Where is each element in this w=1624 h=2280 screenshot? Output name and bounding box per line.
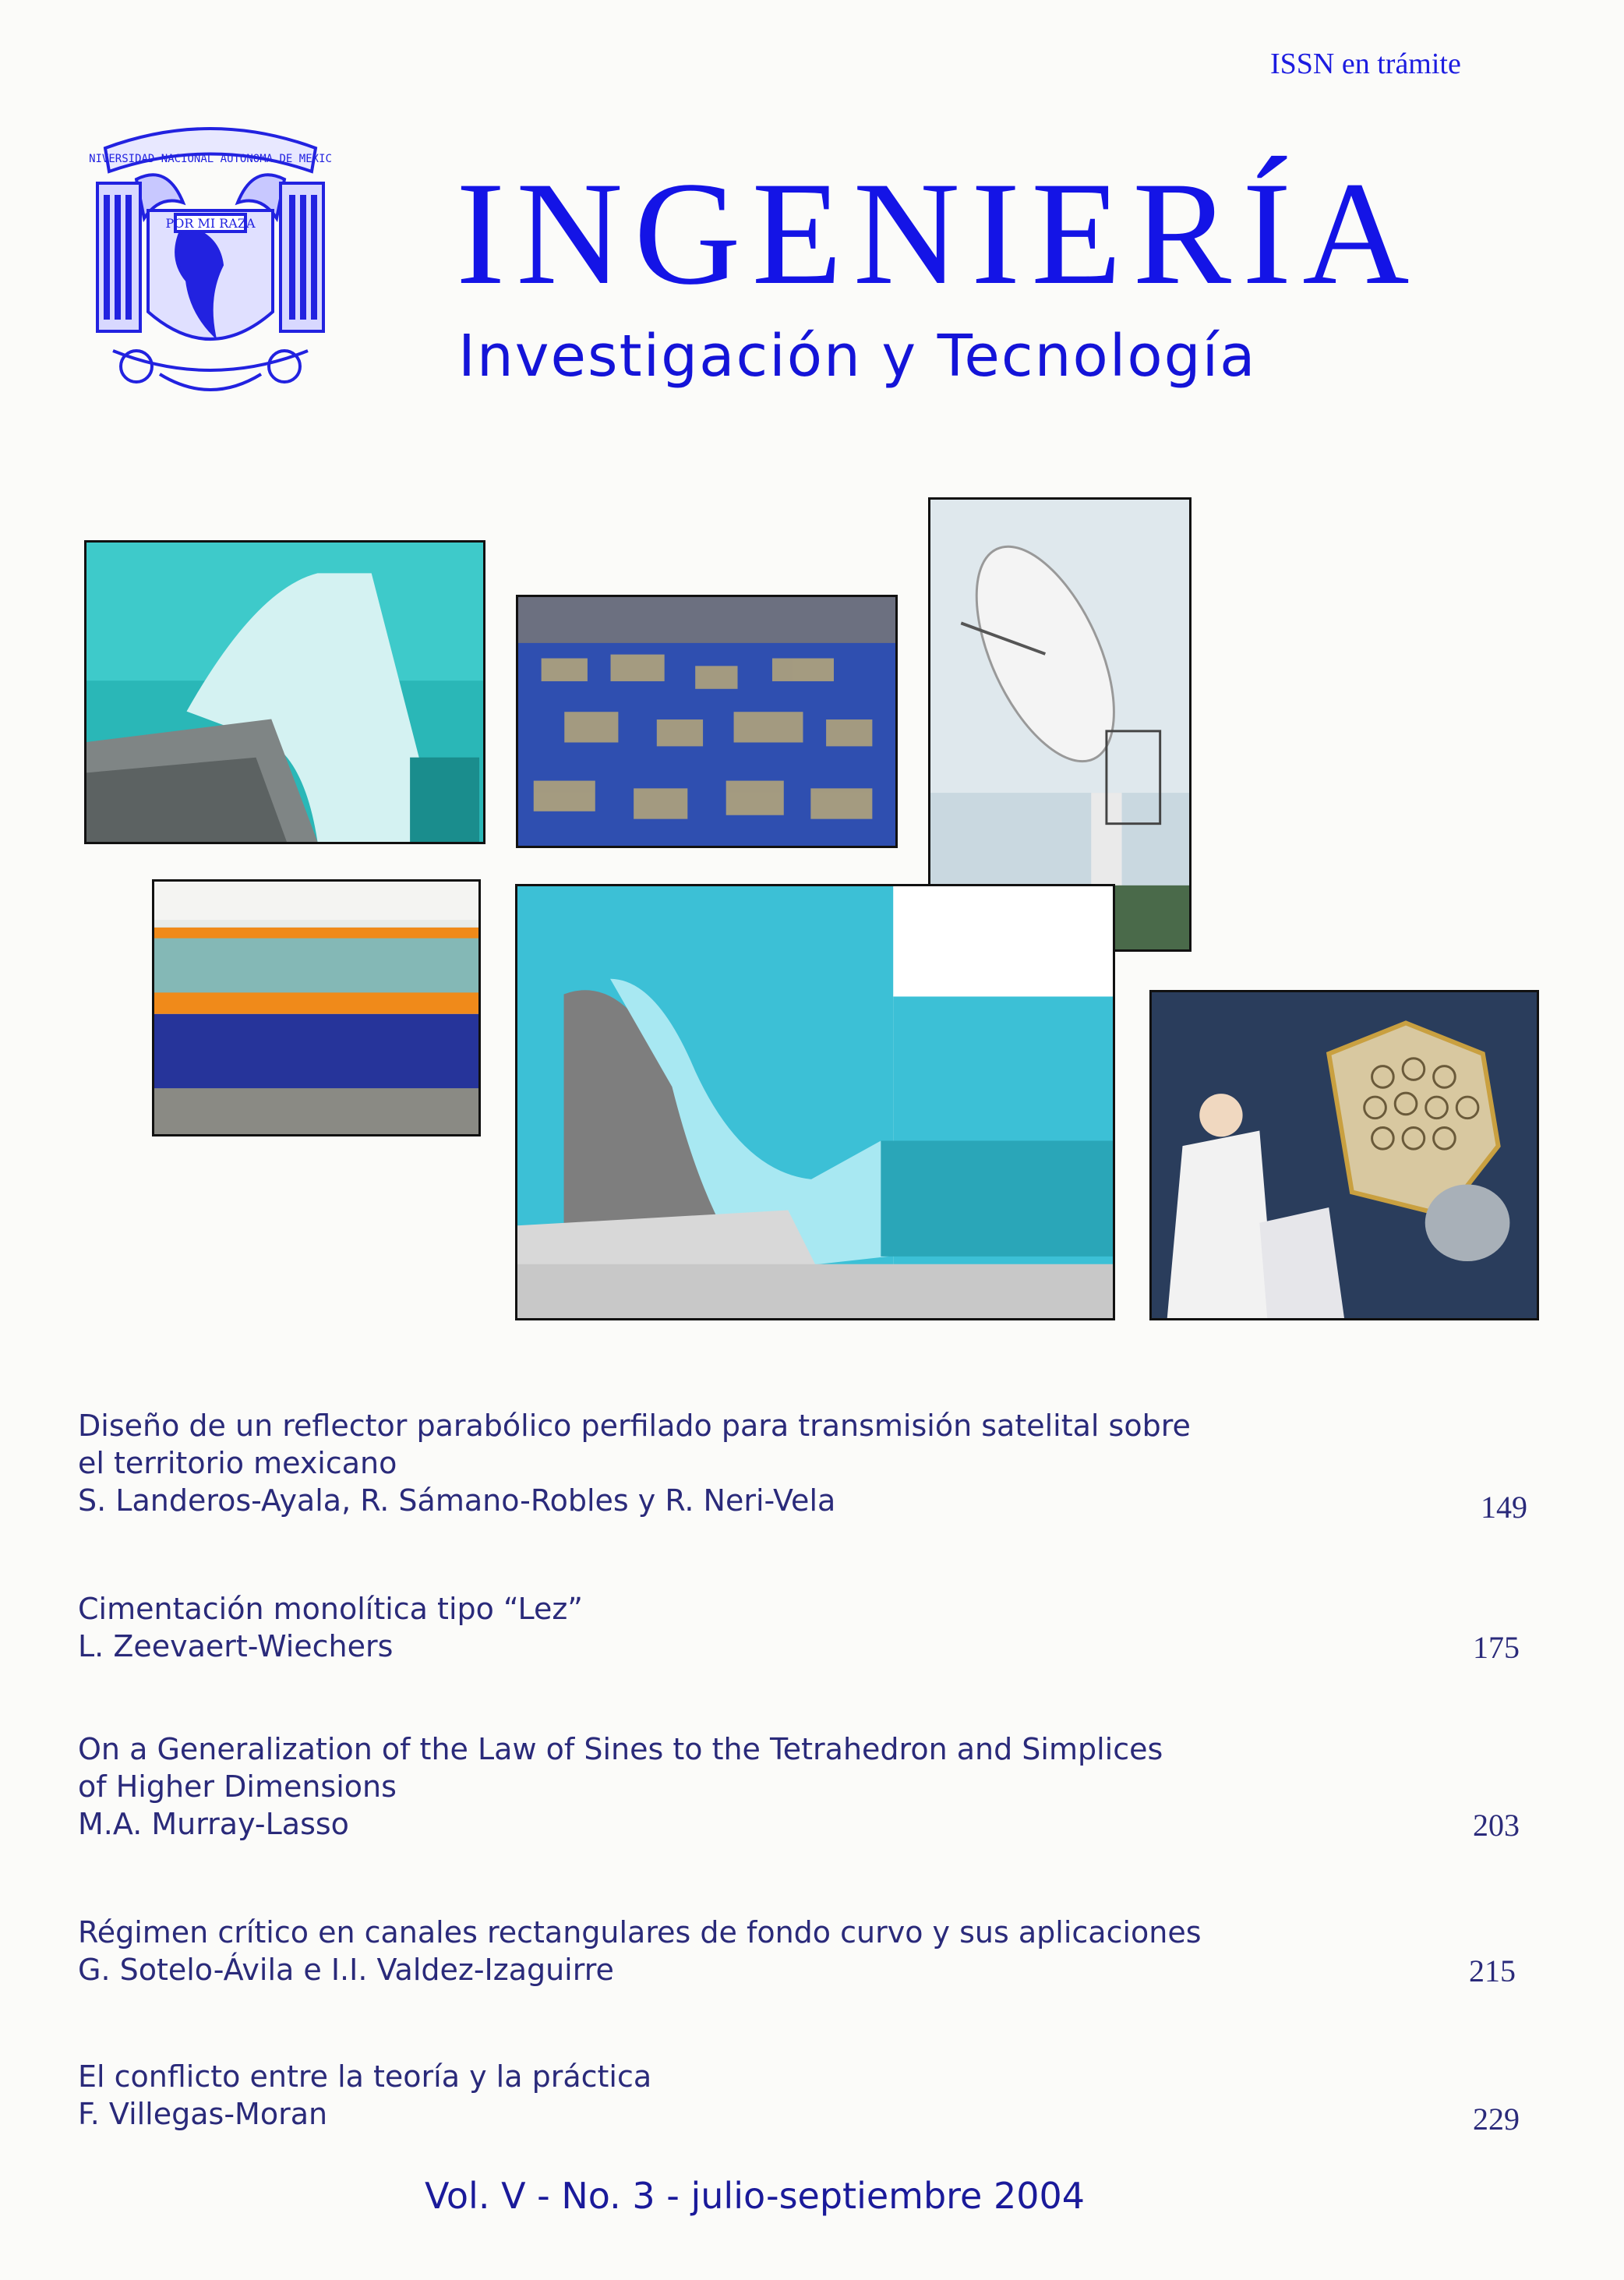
article-2 [78,1590,583,1665]
article-authors: G. Sotelo-Ávila e I.I. Valdez-Izaguirre [78,1953,614,1987]
article-page-number: 175 [1473,1630,1520,1665]
article-title-line: Régimen crítico en canales rectangulares de fondo curvo y sus aplicaciones [78,1915,1202,1949]
journal-subtitle: Investigación y Tecnología [458,323,1257,390]
article-title-line: of Higher Dimensions [78,1769,397,1804]
article-4 [78,1914,1202,1988]
article-authors: L. Zeevaert-Wiechers [78,1629,394,1663]
article-authors: M.A. Murray-Lasso [78,1807,349,1841]
article-authors: F. Villegas-Moran [78,2097,328,2131]
factory-floor-photo [516,595,898,848]
flume-channel-photo [152,879,481,1136]
article-authors: S. Landeros-Ayala, R. Sámano-Robles y R. Neri-Vela [78,1483,836,1518]
logo-top-text: UNIVERSIDAD NACIONAL AUTONOMA DE MEXICO [90,153,331,165]
article-title-line: On a Generalization of the Law of Sines to the Tetrahedron and Simplices [78,1732,1163,1766]
article-title-line: El conflicto entre la teoría y la práctica [78,2059,652,2094]
logo-motto: POR MI RAZA [165,216,256,231]
issue-footer: Vol. V - No. 3 - julio-septiembre 2004 [425,2175,1086,2217]
spillway-photo-top [84,540,485,844]
article-page-number: 229 [1473,2101,1520,2137]
journal-title: INGENIERÍA [456,152,1421,316]
issn-label: ISSN en trámite [1270,48,1461,80]
article-title-line: Diseño de un reflector parabólico perfilado para transmisión satelital sobre [78,1409,1191,1443]
unam-seal-logo [90,117,331,405]
article-1 [78,1407,1191,1519]
article-page-number: 203 [1473,1808,1520,1843]
article-page-number: 215 [1469,1953,1516,1988]
article-5 [78,2058,651,2133]
article-3 [78,1730,1163,1843]
article-title-line: el territorio mexicano [78,1446,397,1480]
article-page-number: 149 [1481,1490,1527,1525]
cleanroom-satellite-photo [1149,990,1539,1320]
spillway-model-photo [515,884,1115,1320]
article-title-line: Cimentación monolítica tipo “Lez” [78,1592,583,1626]
